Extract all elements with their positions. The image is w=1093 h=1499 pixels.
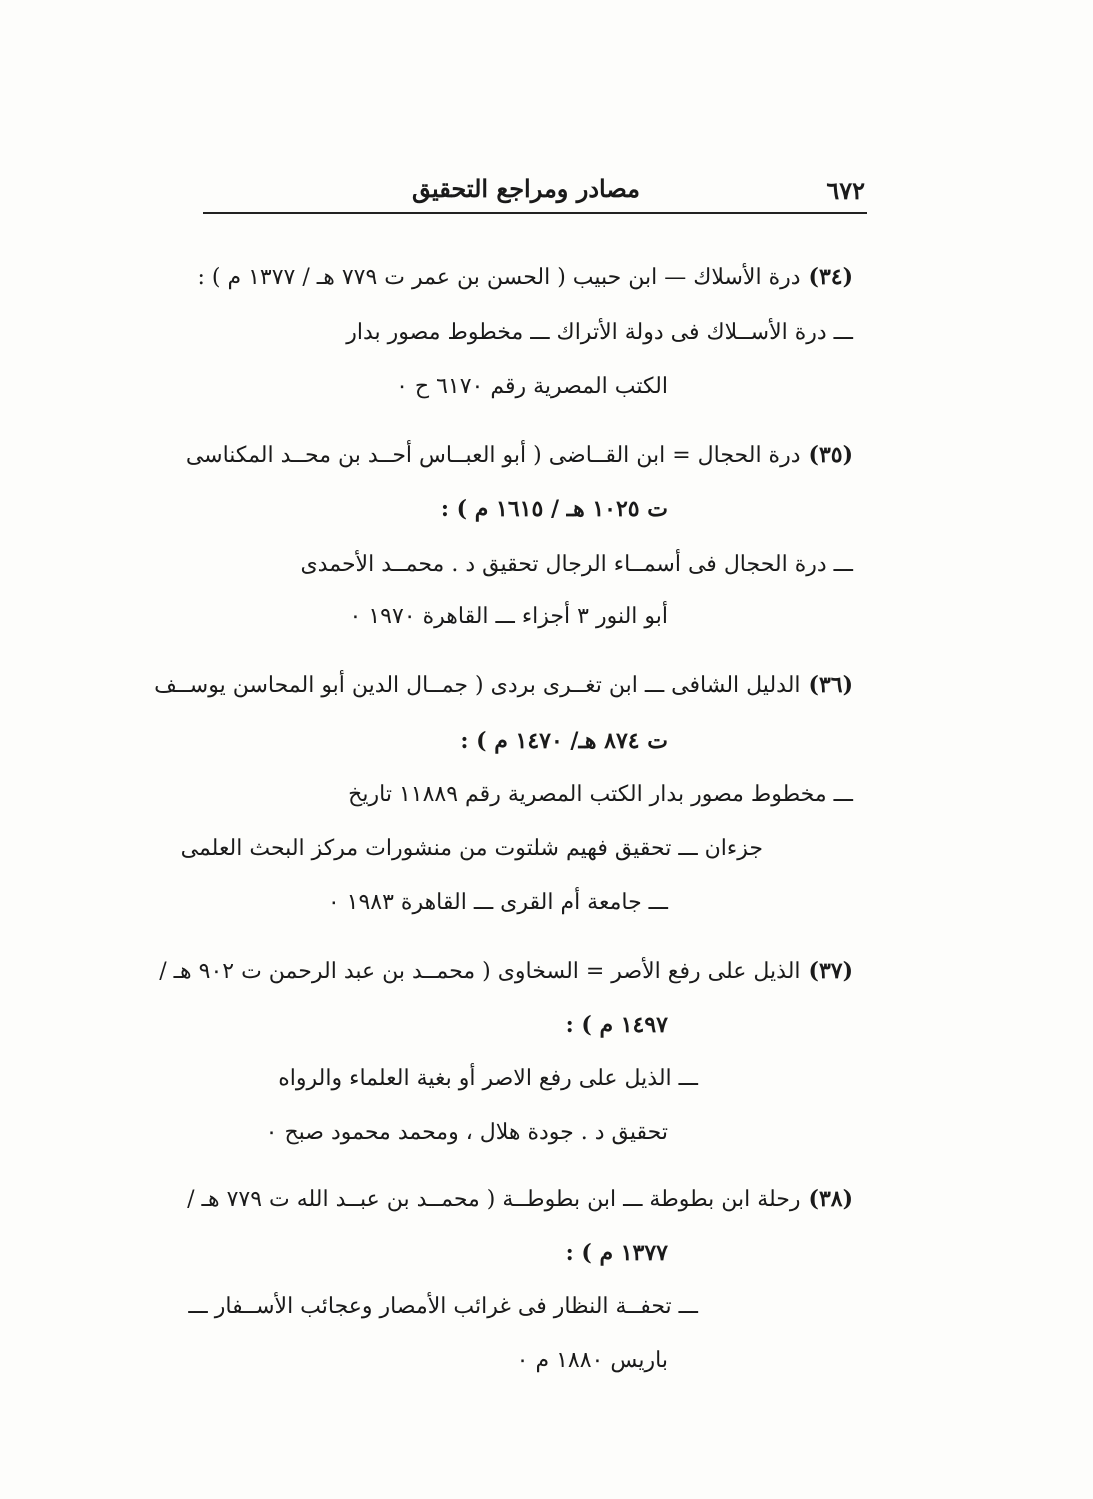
entry-36-line-4: جزءان ـــ تحقيق فهيم شلتوت من منشورات مركز البحث العلمى <box>180 836 763 861</box>
page-number: ٦٧٢ <box>826 176 865 205</box>
entry-37-line-3: ـــ الذيل على رفع الاصر أو بغية العلماء والرواه <box>278 1066 698 1091</box>
entry-35-line-3: ـــ درة الحجال فى أسمــاء الرجال تحقيق د . محمــد الأحمدى <box>300 552 853 577</box>
entry-34-line-3: الكتب المصرية رقم ٦١٧٠ ح ٠ <box>396 374 668 399</box>
entry-text: رحلة ابن بطوطة ـــ ابن بطوطــة ( محمــد بن عبــد الله ت ٧٧٩ هـ / <box>187 1187 801 1212</box>
entry-38-line-4: باريس ١٨٨٠ م ٠ <box>516 1348 668 1373</box>
entry-36-line-2: ت ٨٧٤ هـ/ ١٤٧٠ م ) : <box>460 728 668 754</box>
entry-text: درة الحجال = ابن القــاضى ( أبو العبــاس أحــد بن محــد المكناسى <box>185 443 801 468</box>
entry-35-line-4: أبو النور ٣ أجزاء ـــ القاهرة ١٩٧٠ ٠ <box>349 604 668 629</box>
entry-text: درة الأسلاك — ابن حبيب ( الحسن بن عمر ت ٧٧٩ هـ / ١٣٧٧ م ) : <box>197 265 801 290</box>
entry-34-line-1 <box>197 262 853 294</box>
entry-number: (٣٨) <box>808 1186 853 1212</box>
entry-38-line-3: ـــ تحفــة النظار فى غرائب الأمصار وعجائب الأســفار ـــ <box>188 1294 698 1319</box>
entry-38-line-2: ١٣٧٧ م ) : <box>565 1240 668 1266</box>
entry-number: (٣٧) <box>808 958 853 984</box>
entry-37-line-1 <box>159 956 853 988</box>
running-title: مصادر ومراجع التحقيق <box>411 174 640 203</box>
entry-36-line-1 <box>154 670 853 702</box>
page-header <box>205 170 865 210</box>
entry-text: الذيل على رفع الأصر = السخاوى ( محمــد بن عبد الرحمن ت ٩٠٢ هـ / <box>159 959 801 984</box>
entry-38-line-1 <box>187 1184 853 1216</box>
entry-34-line-2: ـــ درة الأســلاك فى دولة الأتراك ـــ مخطوط مصور بدار <box>346 320 853 345</box>
entry-35-line-1 <box>185 440 853 472</box>
entry-36-line-5: ـــ جامعة أم القرى ـــ القاهرة ١٩٨٣ ٠ <box>327 890 668 915</box>
entry-text: الدليل الشافى ـــ ابن تغــرى بردى ( جمــال الدين أبو المحاسن يوســف <box>154 673 801 698</box>
entry-35-line-2: ت ١٠٢٥ هـ / ١٦١٥ م ) : <box>440 496 668 522</box>
entry-number: (٣٥) <box>808 442 853 468</box>
entry-number: (٣٤) <box>808 264 853 290</box>
entry-37-line-2: ١٤٩٧ م ) : <box>565 1012 668 1038</box>
entry-number: (٣٦) <box>808 672 853 698</box>
entry-36-line-3: ـــ مخطوط مصور بدار الكتب المصرية رقم ١١٨٨٩ تاريخ <box>348 782 853 807</box>
entry-37-line-4: تحقيق د . جودة هلال ، ومحمد محمود صبح ٠ <box>265 1120 668 1145</box>
header-rule <box>203 212 867 214</box>
